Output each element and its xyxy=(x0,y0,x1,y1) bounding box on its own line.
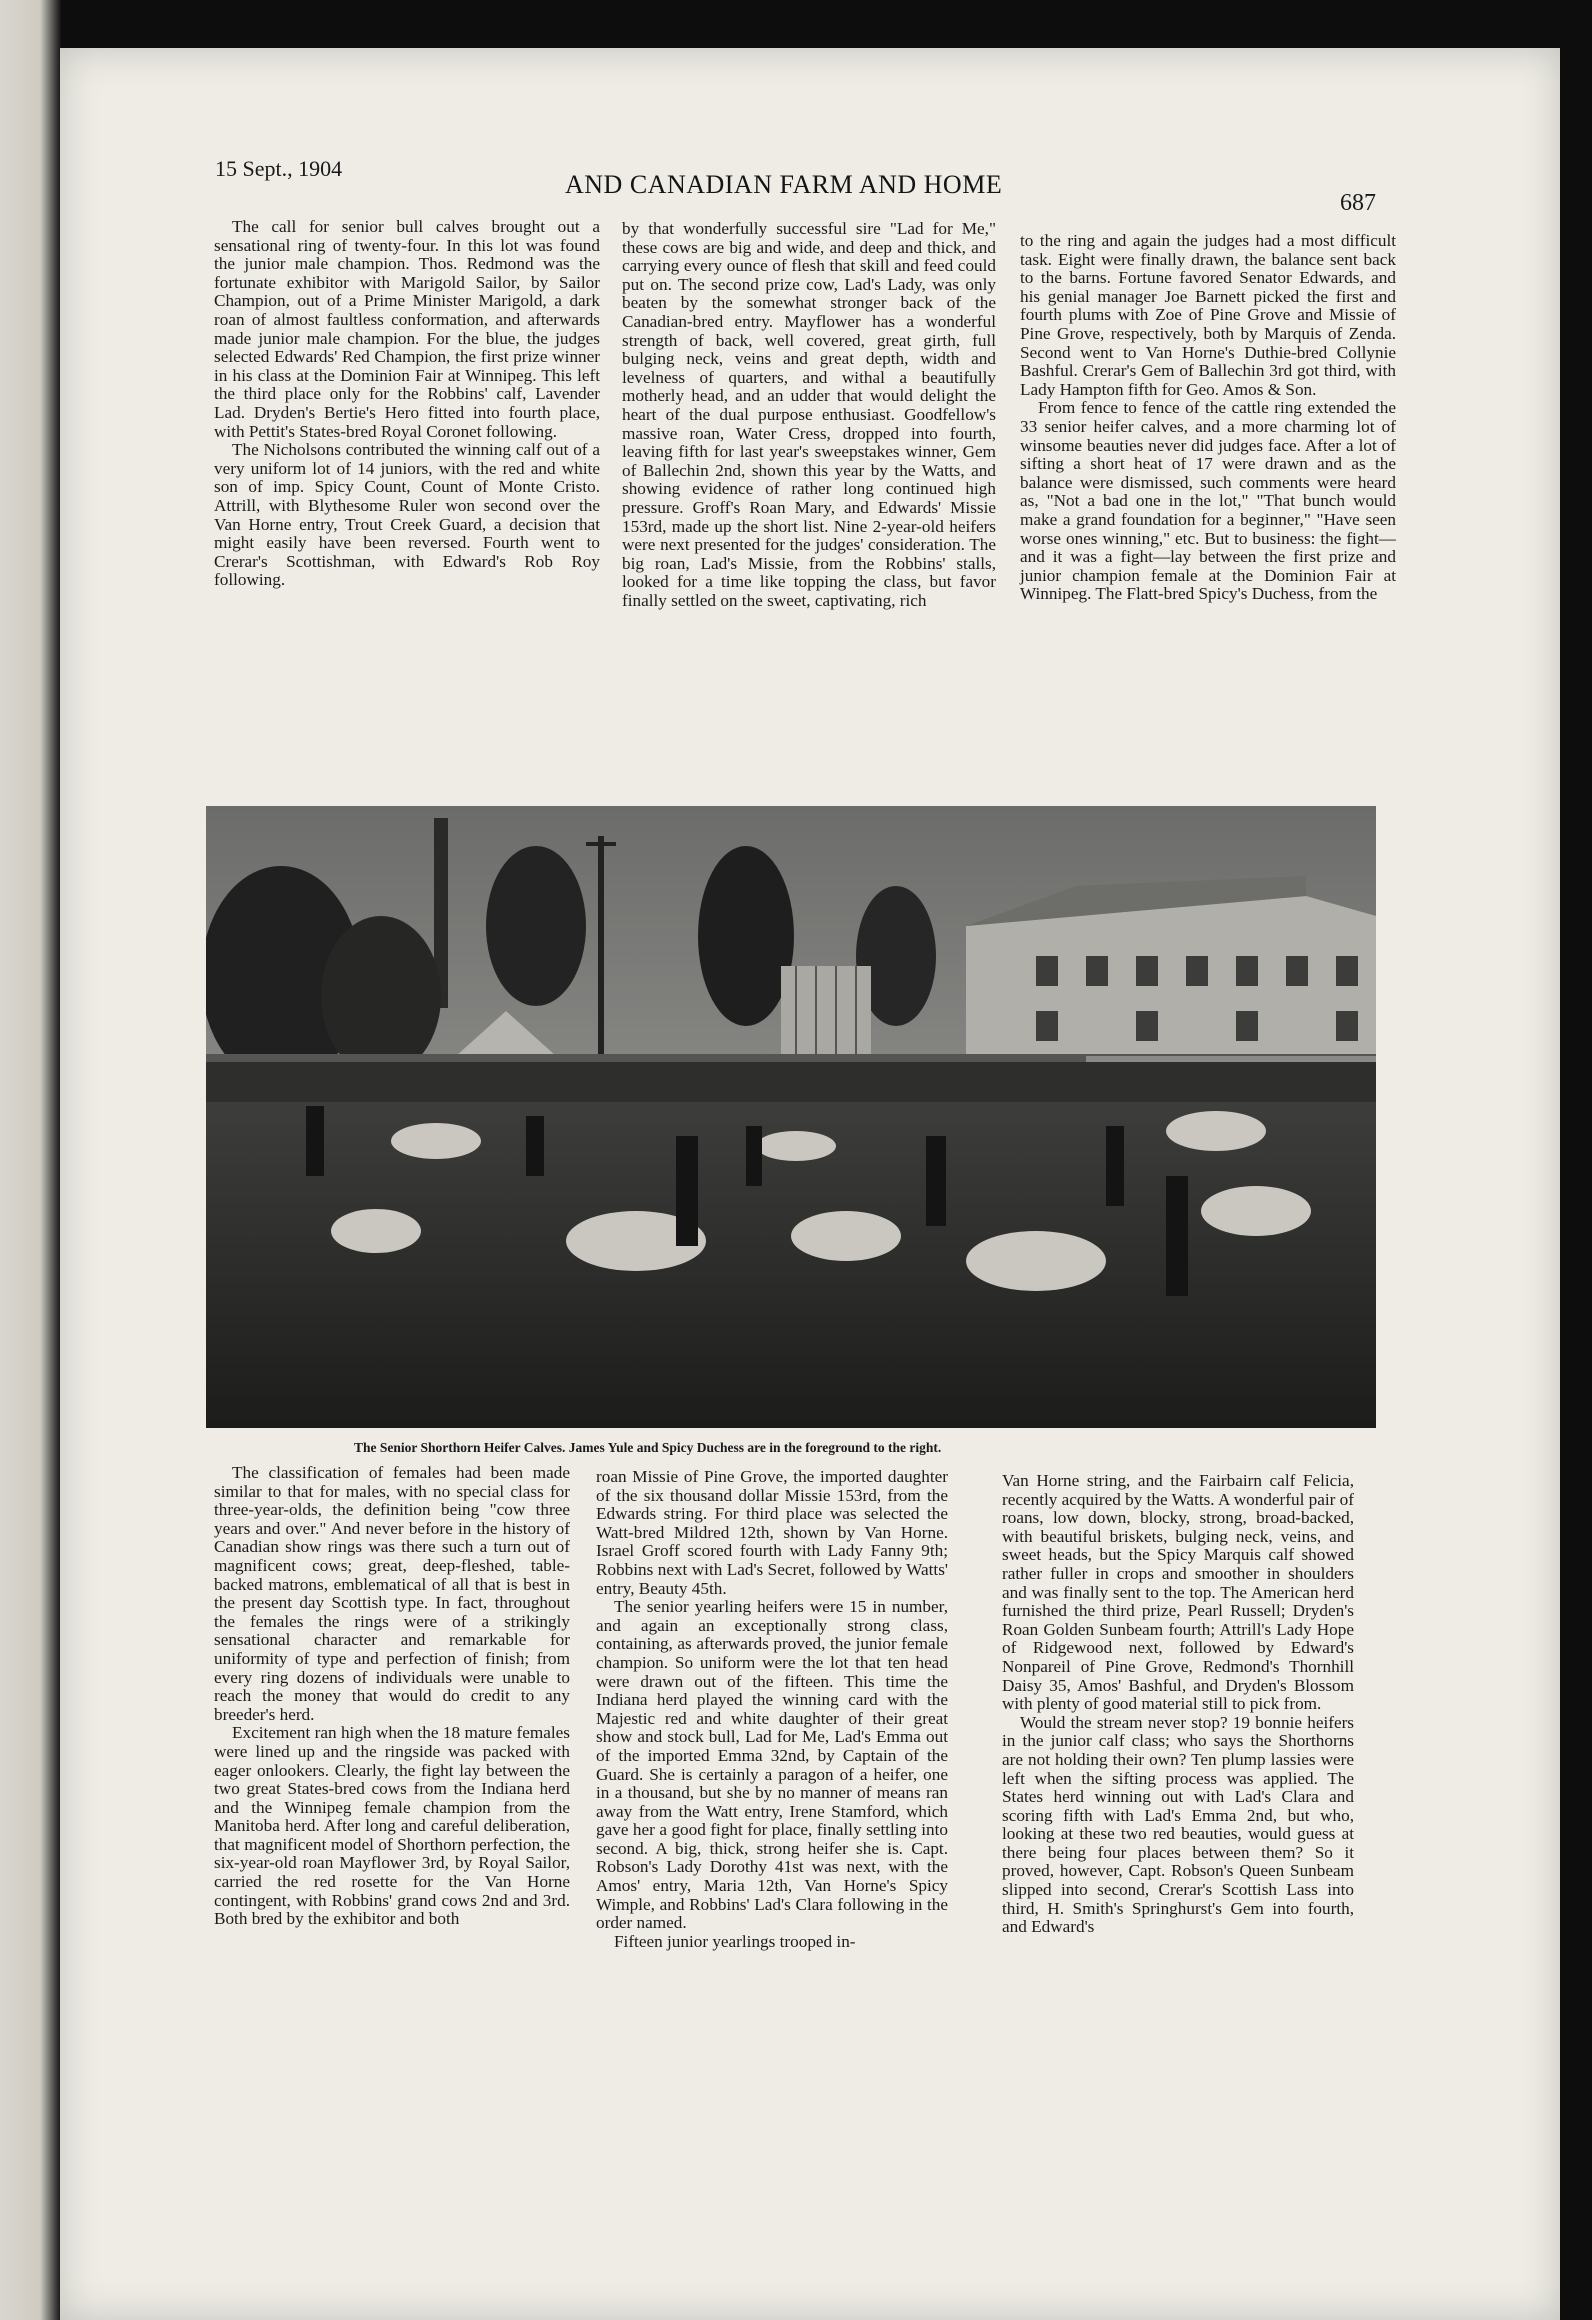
paragraph: roan Missie of Pine Grove, the imported daughter of the six thousand dollar Missie 153rd, from the Edwards string. For third place was selected the Watt-bred Mildred 12th, shown by Van Horne. Israel Groff scored fourth with Lady Fanny 9th; Robbins next with Lad's Secret, followed by Watts' entry, Beauty 45th. xyxy=(596,1467,948,1598)
top-column-3 xyxy=(1020,232,1396,812)
bottom-column-3 xyxy=(1002,1472,1354,2132)
paragraph: Excitement ran high when the 18 mature females were lined up and the ringside was packed with eager onlookers. Clearly, the fight lay between the two great States-bred cows from the Indiana herd and the Winnipeg female champion from the Manitoba herd. After long and careful deliberation, that magnificent model of Shorthorn perfection, the six-year-old roan Mayflower 3rd, by Royal Sailor, carried the red rosette for the Van Horne contingent, with Robbins' grand cows 2nd and 3rd. Both bred by the exhibitor and both xyxy=(214,1723,570,1929)
paragraph: The Nicholsons contributed the winning calf out of a very uniform lot of 14 juniors, with the red and white son of imp. Spicy Count, Count of Monte Cristo. Attrill, with Blythesome Ruler won second over the Van Horne entry, Trout Creek Guard, a decision that might easily have been reversed. Fourth went to Crerar's Scottishman, with Edward's Rob Roy following. xyxy=(214,440,600,590)
paragraph: From fence to fence of the cattle ring extended the 33 senior heifer calves, and a more charming lot of winsome beauties never did judges face. After a lot of sifting a short heat of 17 were drawn and as the balance were dismissed, such comments were heard as, "Not a bad one in the lot," "That bunch would make a grand foundation for a beginner," "Have seen worse ones winning," etc. But to business: the fight—and it was a fight—lay between the first prize and junior champion female at the Dominion Fair at Winnipeg. The Flatt-bred Spicy's Duchess, from the xyxy=(1020,398,1396,604)
paragraph: The senior yearling heifers were 15 in number, and again an exceptionally strong class, containing, as afterwards proved, the junior female champion. So uniform were the lot that ten head were drawn out of the fifteen. This time the Indiana herd played the winning card with the Majestic red and white daughter of their great show and stock bull, Lad for Me, Lad's Emma out of the imported Emma 32nd, by Captain of the Guard. She is certainly a paragon of a heifer, one in a thousand, but she by no manner of means ran away from the Watt entry, Irene Stamford, which gave her a good fight for place, finally settling into second. A big, thick, strong heifer she is. Capt. Robson's Lady Dorothy 41st was next, with the Amos' entry, Maria 12th, Van Horne's Spicy Wimple, and Robbins' Lad's Clara following in the order named. xyxy=(596,1597,948,1933)
paragraph: Fifteen junior yearlings trooped in- xyxy=(614,1931,856,1951)
paragraph: by that wonderfully successful sire "Lad for Me," these cows are big and wide, and deep and thick, and carrying every ounce of flesh that skill and feed could put on. The second prize cow, Lad's Lady, was only beaten by the somewhat stronger back of the Canadian-bred entry. Mayflower has a wonderful strength of back, well covered, great girth, full bulging neck, veins and great depth, width and levelness of quarters, and withal a beautifully motherly head, and an udder that would delight the heart of the dual purpose enthusiast. Goodfellow's massive roan, Water Cress, dropped into fourth, leaving fifth for last year's sweepstakes winner, Gem of Ballechin 2nd, shown this year by the Watts, and showing evidence of rather long continued high pressure. Groff's Roan Mary, and Edwards' Missie 153rd, made up the short list. Nine 2-year-old heifers were next presented for the judges' consideration. The big roan, Lad's Missie, from the Robbins' stalls, looked for a time like topping the class, but favor finally settled on the sweet, captivating, rich xyxy=(622,219,996,610)
book-gutter-edge xyxy=(0,0,62,2320)
top-column-2 xyxy=(622,220,996,802)
bottom-column-1 xyxy=(214,1464,570,2124)
page-number: 687 xyxy=(1340,190,1376,216)
cattle-show-photograph xyxy=(206,806,1376,1428)
issue-date: 15 Sept., 1904 xyxy=(215,156,343,181)
paragraph: Van Horne string, and the Fairbairn calf Felicia, recently acquired by the Watts. A wonderful pair of roans, low down, blocky, strong, broad-backed, with beautiful briskets, bulging neck, veins, and sweet heads, but the Spicy Marquis calf showed rather fuller in crops and smoother in shoulders and was finally sent to the top. The American herd furnished the third prize, Pearl Russell; Dryden's Roan Golden Sunbeam fourth; Attrill's Lady Hope of Ridgewood next, followed by Edward's Nonpareil of Pine Grove, Redmond's Thornhill Daisy 35, Amos' Bashful, and Dryden's Blossom with plenty of good material still to pick from. xyxy=(1002,1471,1354,1714)
photo-caption: The Senior Shorthorn Heifer Calves. James Yule and Spicy Duchess are in the foreground to the right. xyxy=(354,1440,942,1455)
bottom-column-2 xyxy=(596,1468,948,2128)
top-column-1 xyxy=(214,218,600,798)
paragraph: to the ring and again the judges had a most difficult task. Eight were finally drawn, the balance sent back to the barns. Fortune favored Senator Edwards, and his genial manager Joe Barnett picked the first and fourth plums with Zoe of Pine Grove and Missie of Pine Grove, respectively, both by Marquis of Zenda. Second went to Van Horne's Duthie-bred Collynie Bashful. Crerar's Gem of Ballechin 3rd got third, with Lady Hampton fifth for Geo. Amos & Son. xyxy=(1020,231,1396,399)
paragraph: The call for senior bull calves brought out a sensational ring of twenty-four. In this lot was found the junior male champion. Thos. Redmond was the fortunate exhibitor with Marigold Sailor, by Sailor Champion, out of a Prime Minister Marigold, a dark roan of almost faultless conformation, and afterwards made junior male champion. For the blue, the judges selected Edwards' Red Champion, the first prize winner in his class at the Dominion Fair at Winnipeg. This left the third place only for the Robbins' calf, Lavender Lad. Dryden's Bertie's Hero fitted into fourth place, with Pettit's States-bred Royal Coronet following. xyxy=(214,217,600,441)
paragraph: Would the stream never stop? 19 bonnie heifers in the junior calf class; who says the Shorthorns are not holding their own? Ten plump lassies were left when the sifting process was applied. The States herd winning out with Lad's Clara and scoring fifth with Lad's Emma 2nd, but who, looking at these two red beauties, would guess at there being four places between them? So it proved, however, Capt. Robson's Queen Sunbeam slipped into second, Crerar's Scottish Lass into third, H. Smith's Springhurst's Gem into fourth, and Edward's xyxy=(1002,1712,1354,1937)
paragraph: The classification of females had been made similar to that for males, with no special class for three-year-olds, the definition being "cow three years and over." And never before in the history of Canadian show rings was there such a turn out of magnificent cows; great, deep-fleshed, table-backed matrons, emblematical of all that is best in the present day Scottish type. In fact, throughout the females the rings were of a strikingly sensational character and remarkable for uniformity of type and perfection of finish; from every ring dozens of individuals were unable to reach the money that would do credit to any breeder's herd. xyxy=(214,1463,570,1724)
running-head-title: AND CANADIAN FARM AND HOME xyxy=(565,170,1003,199)
